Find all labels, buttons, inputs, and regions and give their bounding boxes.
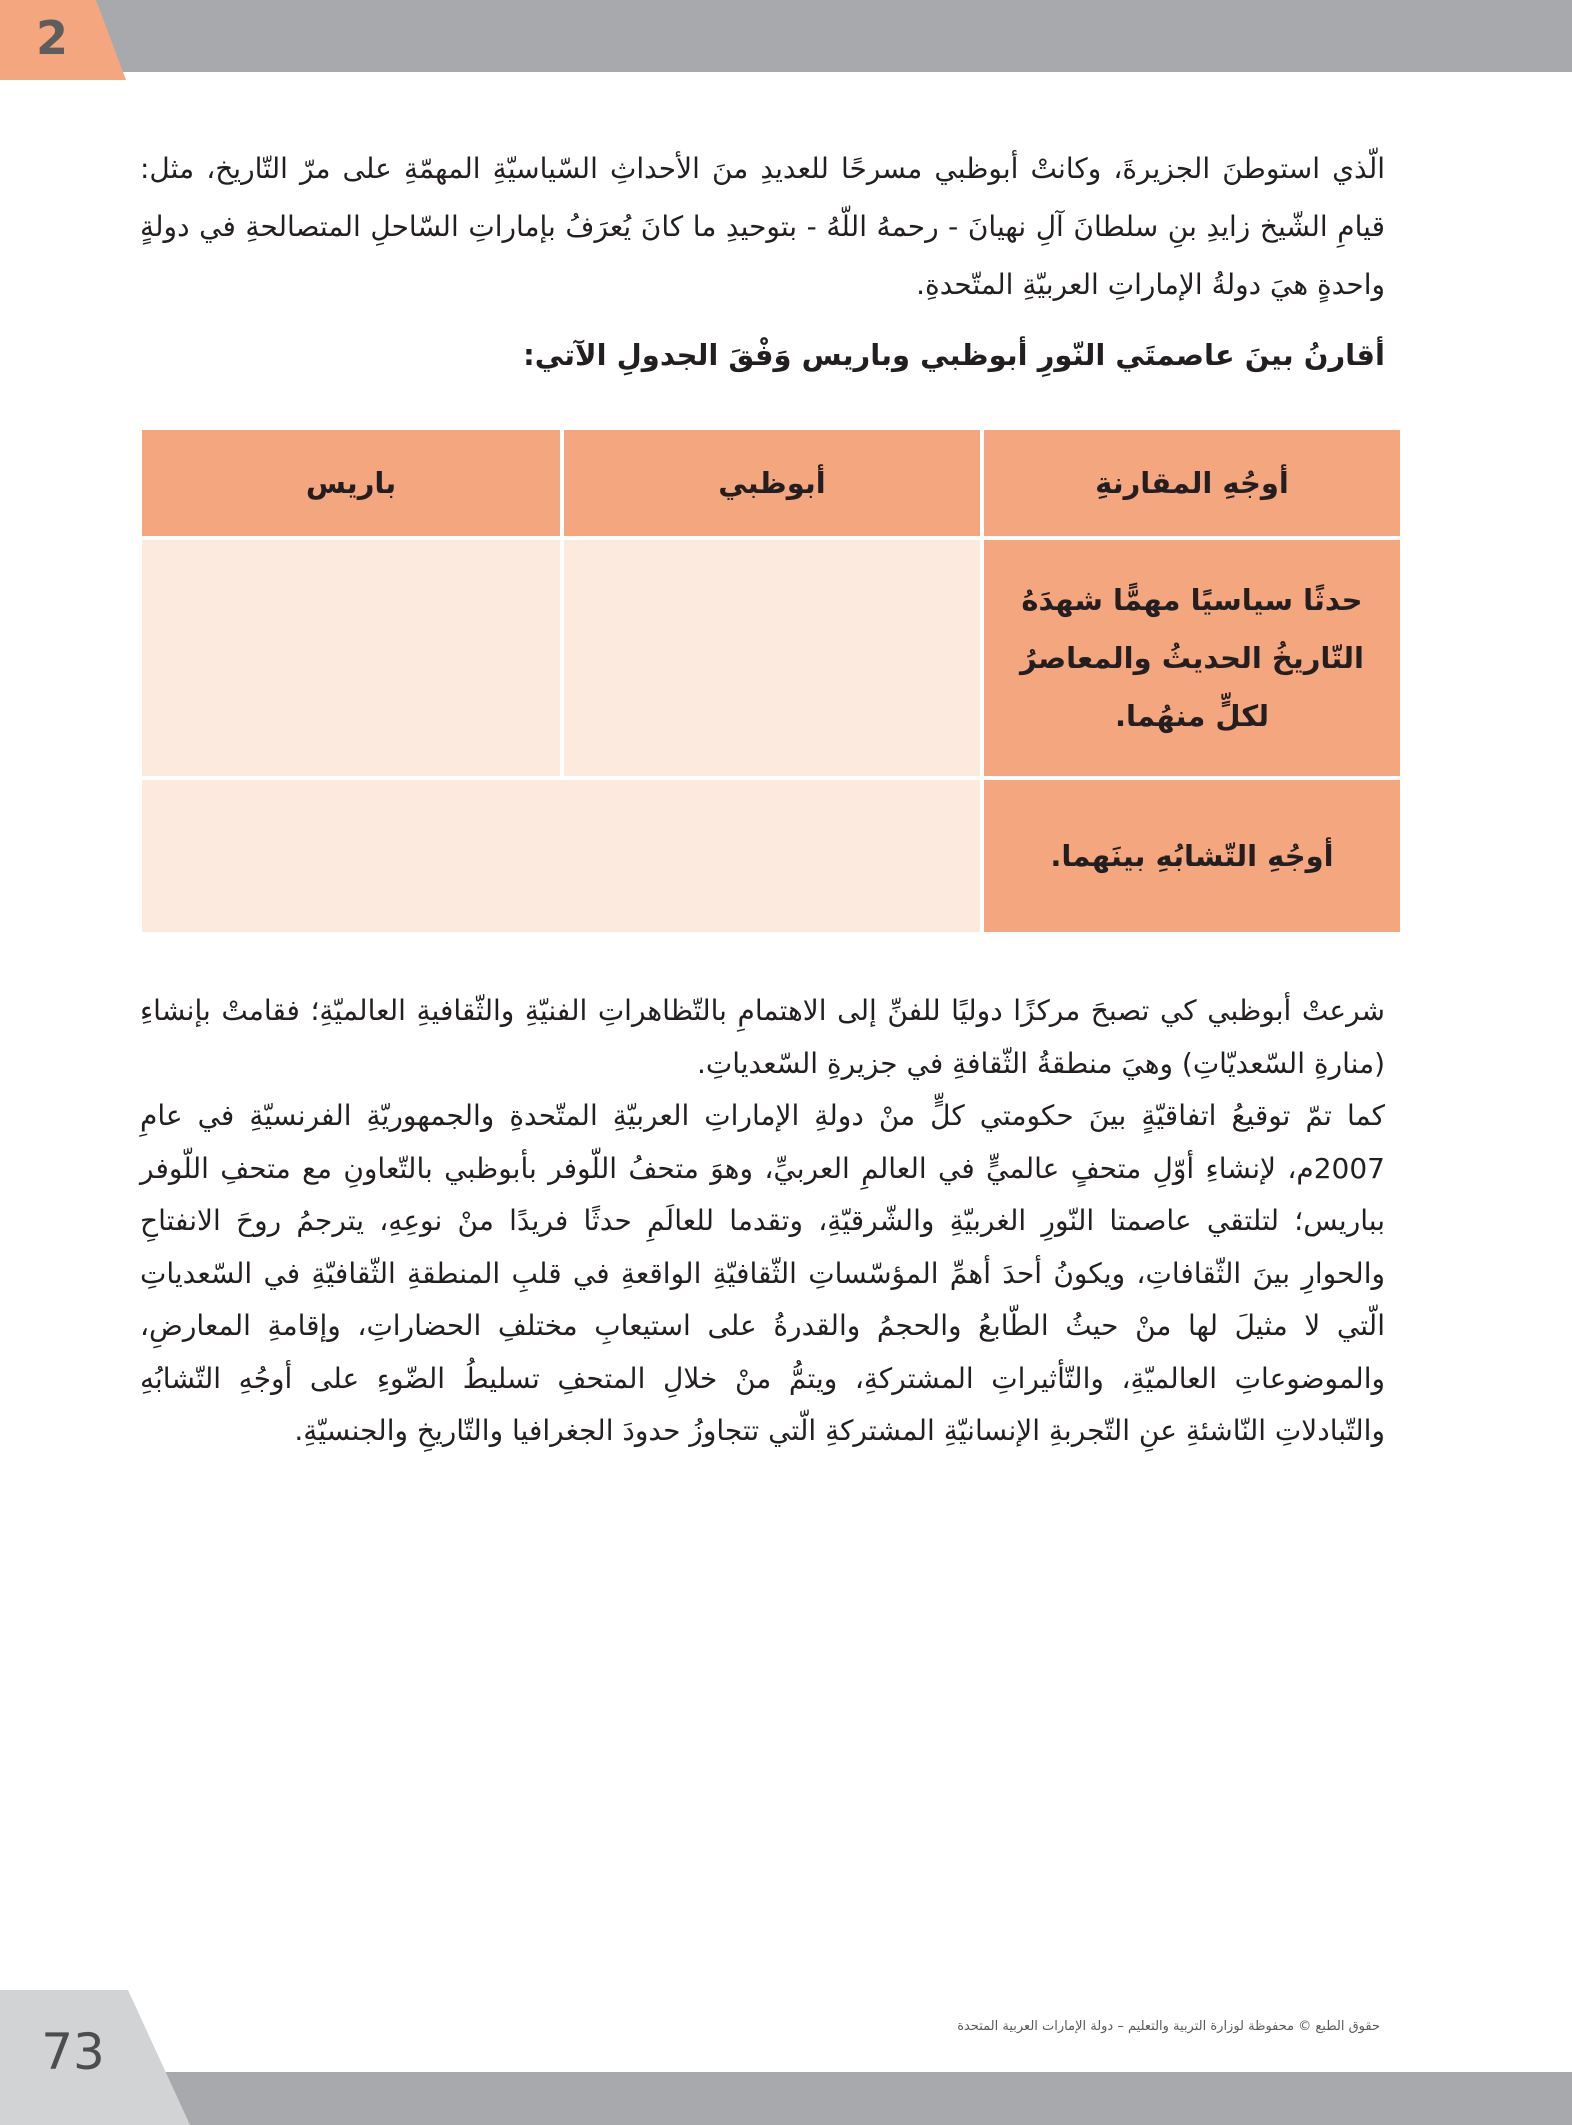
row-label-similarities: أوجُهِ التّشابُهِ بينَهما.: [984, 780, 1400, 936]
body-paragraph-2: كما تمّ توقيعُ اتفاقيّةٍ بينَ حكومتي كلٍّ منْ دولةِ الإماراتِ العربيّةِ المتّحدةِ والجمهوريّةِ الفرنسيّةِ في عامِ 2007م، لإنشاءِ أوّلِ متحفٍ عالميٍّ في العالمِ العربيِّ، وهوَ متحفُ اللّوفر بأبوظبي بالتّعاونِ مع متحفِ اللّوفر بباريس؛ لتلتقي عاصمتا النّورِ الغربيّةِ والشّرقيّةِ، وتقدما للعالَمِ حدثًا فريدًا منْ نوعِهِ، يترجمُ روحَ الانفتاحِ والحوارِ بينَ الثّقافاتِ، ويكونُ أحدَ أهمِّ المؤسّساتِ الثّقافيّةِ الواقعةِ في قلبِ المنطقةِ الثّقافيّةِ في السّعدياتِ الّتي لا مثيلَ لها منْ حيثُ الطّابعُ والحجمُ والقدرةُ على استيعابِ مختلفِ الحضاراتِ، وإقامةِ المعارضِ، والموضوعاتِ العالميّةِ، والتّأثيراتِ المشتركةِ، ويتمُّ منْ خلالِ المتحفِ تسليطُ الضّوءِ على أوجُهِ التّشابُهِ والتّبادلاتِ النّاشئةِ عنِ التّجربةِ الإنسانيّةِ المشتركةِ الّتي تتجاوزُ حدودَ الجغرافيا والتّاريخِ والجنسيّةِ.: [140, 1099, 1385, 1447]
comparison-instruction: أقارنُ بينَ عاصمتَي النّورِ أبوظبي وباريس وَفْقَ الجدولِ الآتي:: [523, 338, 1385, 372]
answer-cell-abudhabi[interactable]: [564, 540, 980, 780]
table-row: [142, 540, 1400, 780]
comparison-table: [138, 430, 1404, 936]
header-aspects: أوجُهِ المقارنةِ: [984, 430, 1400, 540]
answer-cell-similarities[interactable]: [142, 780, 980, 936]
copyright-notice: حقوق الطبع © محفوظة لوزارة التربية والتعليم – دولة الإمارات العربية المتحدة: [957, 2019, 1380, 2034]
table-row: [142, 780, 1400, 936]
answer-cell-paris[interactable]: [142, 540, 560, 780]
row-label-political-event: حدثًا سياسيًا مهمًّا شهدَهُ التّاريخُ الحديثُ والمعاصرُ لكلٍّ منهُما.: [984, 540, 1400, 780]
body-text: [140, 985, 1385, 1458]
intro-paragraph: الّذي استوطنَ الجزيرةَ، وكانتْ أبوظبي مسرحًا للعديدِ منَ الأحداثِ السّياسيّةِ المهمّةِ على مرّ التّاريخ، مثل: قيامِ الشّيخ زايدِ بنِ سلطانَ آلِ نهيانَ - رحمهُ اللّهُ - بتوحيدِ ما كانَ يُعرَفُ بإماراتِ السّاحلِ المتصالحةِ في دولةٍ واحدةٍ هيَ دولةُ الإماراتِ العربيّةِ المتّحدةِ.: [140, 152, 1385, 301]
table-header-row: [142, 430, 1400, 540]
chapter-number: 2: [35, 11, 68, 65]
header-abudhabi: أبوظبي: [564, 430, 980, 540]
top-bar: [0, 0, 1572, 72]
body-paragraph-1: شرعتْ أبوظبي كي تصبحَ مركزًا دوليًا للفنِّ إلى الاهتمامِ بالتّظاهراتِ الفنيّةِ والثّقافيةِ العالميّةِ؛ فقامتْ بإنشاءِ (منارةِ السّعديّاتِ) وهيَ منطقةُ الثّقافةِ في جزيرةِ السّعدياتِ.: [140, 994, 1385, 1080]
bottom-bar: [0, 2072, 1572, 2125]
page-number: 73: [41, 2023, 105, 2081]
header-paris: باريس: [142, 430, 560, 540]
